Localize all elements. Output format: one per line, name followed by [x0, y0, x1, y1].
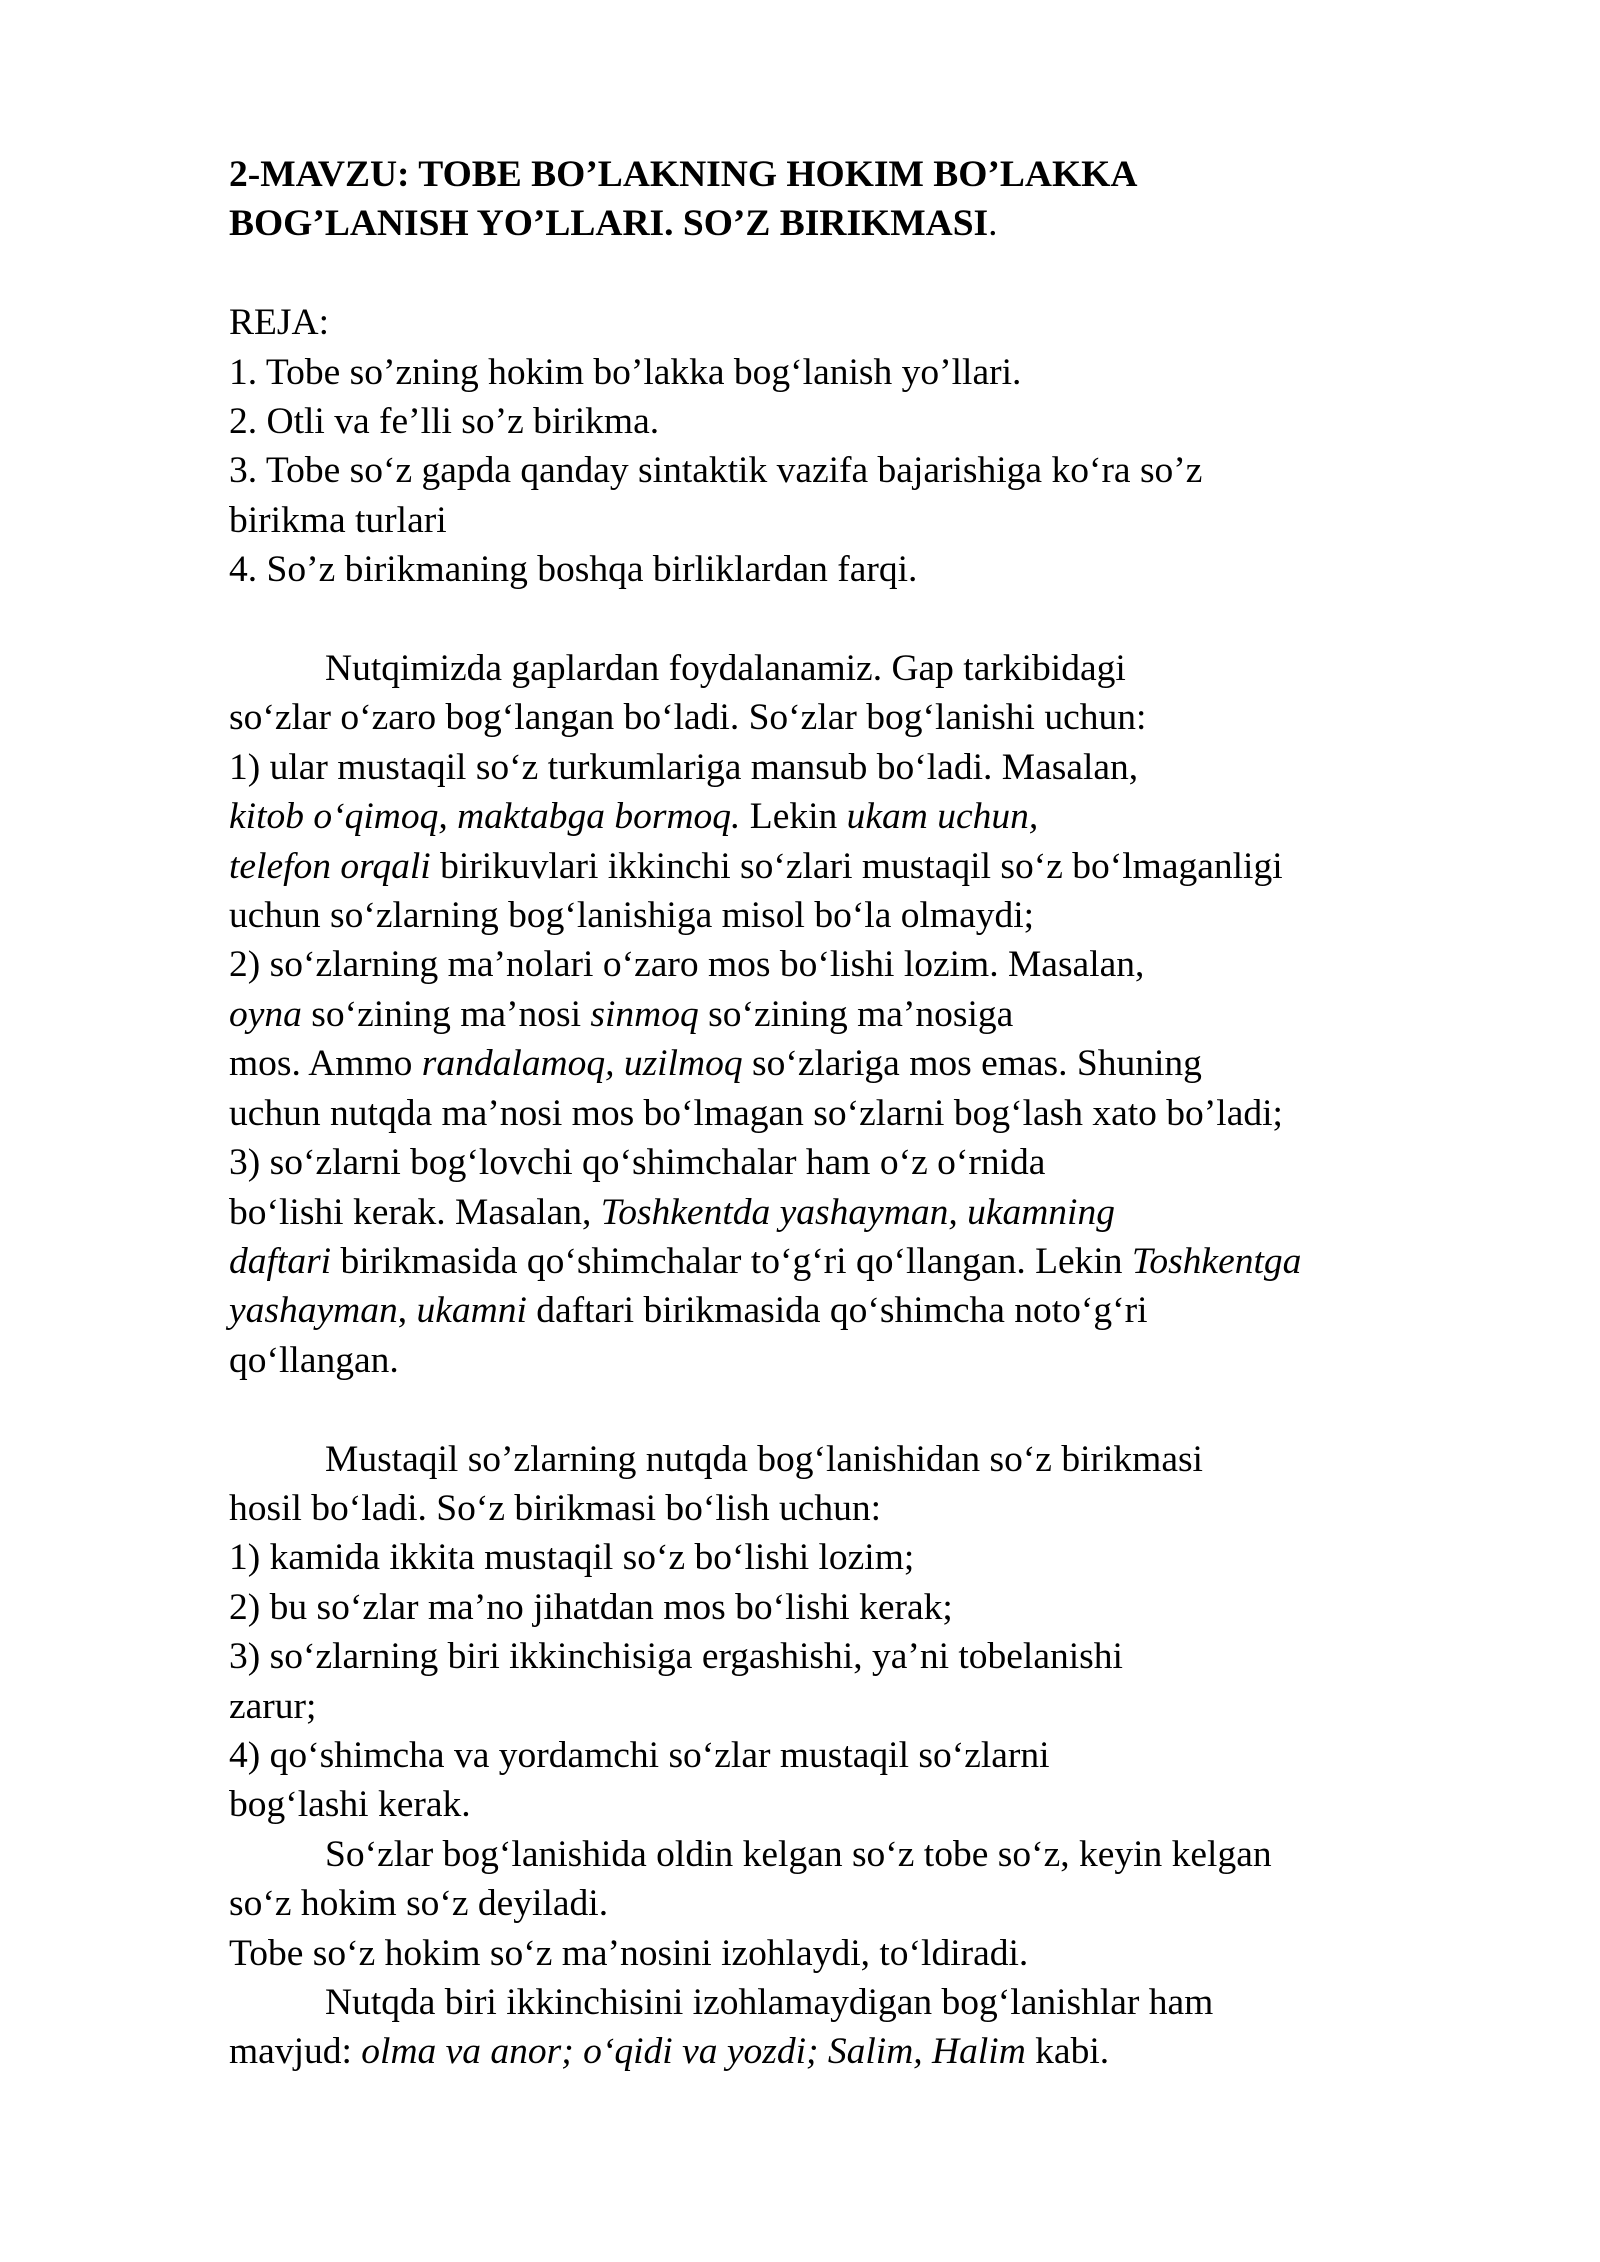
plan-heading: REJA: — [229, 302, 330, 344]
text-run: bo‘lishi kerak. Masalan, — [229, 1191, 601, 1233]
example-text: Toshkentga — [1131, 1240, 1302, 1282]
paragraph-line: 2) so‘zlarning ma’nolari o‘zaro mos bo‘lishi lozim. Masalan, — [229, 944, 1145, 986]
title-line-2-text: BOG’LANISH YO’LLARI. SO’Z BIRIKMASI — [229, 203, 989, 245]
example-text: sinmoq — [590, 993, 699, 1035]
paragraph-line: Tobe so‘z hokim so‘z ma’nosini izohlaydi, to‘ldiradi. — [229, 1932, 1029, 1974]
paragraph-line: so‘zlar o‘zaro bog‘langan bo‘ladi. So‘zlar bog‘lanishi uchun: — [229, 697, 1147, 739]
example-text: telefon orqali — [229, 845, 431, 887]
paragraph-line — [229, 1039, 1529, 1088]
plan-section — [229, 298, 1529, 594]
paragraph-line: bog‘lashi kerak. — [229, 1784, 471, 1826]
title-line-2 — [229, 199, 1529, 248]
example-text: kitob o‘qimoq, maktabga bormoq. — [229, 796, 741, 838]
text-run: birikmasida qo‘shimchalar to‘g‘ri qo‘llangan. Lekin — [331, 1240, 1132, 1282]
paragraph-line: qo‘llangan. — [229, 1339, 399, 1381]
paragraph-line: uchun so‘zlarning bog‘lanishiga misol bo‘la olmaydi; — [229, 895, 1035, 937]
paragraph-line: zarur; — [229, 1685, 317, 1727]
plan-item: 4. So’z birikmaning boshqa birliklardan farqi. — [229, 549, 918, 591]
paragraph-line: Nutqimizda gaplardan foydalanamiz. Gap tarkibidagi — [325, 648, 1126, 690]
text-run: so‘zining ma’nosiga — [698, 993, 1014, 1035]
document-title — [229, 150, 1529, 249]
paragraph-line: so‘z hokim so‘z deyiladi. — [229, 1883, 609, 1925]
paragraph-line: 1) kamida ikkita mustaqil so‘z bo‘lishi lozim; — [229, 1537, 915, 1579]
paragraph-line: 2) bu so‘zlar ma’no jihatdan mos bo‘lishi kerak; — [229, 1586, 953, 1628]
title-line-2-dot: . — [988, 203, 998, 245]
example-text: Toshkentda yashayman, ukamning — [600, 1191, 1115, 1233]
example-text: ukam uchun, — [846, 796, 1039, 838]
text-run: Lekin — [740, 796, 847, 838]
paragraph-line — [229, 842, 1529, 891]
spacer — [229, 595, 1529, 644]
paragraph-line: So‘zlar bog‘lanishida oldin kelgan so‘z tobe so‘z, keyin kelgan — [325, 1833, 1272, 1875]
spacer — [229, 1385, 1529, 1434]
plan-item: 3. Tobe so‘z gapda qanday sintaktik vazifa bajarishiga ko‘ra so’z — [229, 450, 1203, 492]
text-run: mos. Ammo — [229, 1043, 422, 1085]
text-run: , — [397, 1290, 417, 1332]
text-run: mavjud: — [229, 2031, 362, 2073]
example-text: olma va anor; o‘qidi va yozdi; Salim, Halim — [361, 2031, 1026, 2073]
title-line-1: 2-MAVZU: TOBE BO’LAKNING HOKIM BO’LAKKA — [229, 154, 1138, 195]
paragraph-1 — [229, 644, 1529, 1385]
paragraph-line: 4) qo‘shimcha va yordamchi so‘zlar mustaqil so‘zlarni — [229, 1734, 1050, 1776]
paragraph-line — [229, 2027, 1529, 2076]
text-run: so‘zining ma’nosi — [301, 993, 591, 1035]
paragraph-line — [229, 1188, 1529, 1237]
paragraph-line — [229, 1237, 1529, 1286]
example-text: oyna — [229, 993, 302, 1035]
plan-item: birikma turlari — [229, 499, 447, 541]
spacer — [229, 249, 1529, 298]
paragraph-line: 1) ular mustaqil so‘z turkumlariga mansub bo‘ladi. Masalan, — [229, 746, 1139, 788]
paragraph-line: hosil bo‘ladi. So‘z birikmasi bo‘lish uchun: — [229, 1487, 882, 1529]
example-text: daftari — [229, 1240, 332, 1282]
document-body — [229, 150, 1529, 2077]
paragraph-line — [229, 1286, 1529, 1335]
text-run: kabi. — [1025, 2031, 1110, 2073]
paragraph-line: 3) so‘zlarning biri ikkinchisiga ergashishi, ya’ni tobelanishi — [229, 1636, 1123, 1678]
paragraph-line — [229, 792, 1529, 841]
plan-item: 2. Otli va fe’lli so’z birikma. — [229, 401, 660, 443]
paragraph-line: uchun nutqda ma’nosi mos bo‘lmagan so‘zlarni bog‘lash xato bo’ladi; — [229, 1092, 1283, 1134]
text-run: birikuvlari ikkinchi so‘zlari mustaqil so‘z bo‘lmaganligi — [430, 845, 1283, 887]
text-run: so‘zlariga mos emas. Shuning — [742, 1043, 1202, 1085]
paragraph-line: Mustaqil so’zlarning nutqda bog‘lanishidan so‘z birikmasi — [325, 1438, 1203, 1480]
example-text: ukamni — [416, 1290, 527, 1332]
example-text: randalamoq, uzilmoq — [421, 1043, 743, 1085]
paragraph-2 — [229, 1435, 1529, 2077]
plan-item: 1. Tobe so’zning hokim bo’lakka bog‘lanish yo’llari. — [229, 351, 1022, 393]
paragraph-line: Nutqda biri ikkinchisini izohlamaydigan bog‘lanishlar ham — [325, 1981, 1214, 2023]
example-text: yashayman — [229, 1290, 398, 1332]
paragraph-line: 3) so‘zlarni bog‘lovchi qo‘shimchalar ham o‘z o‘rnida — [229, 1142, 1046, 1184]
paragraph-line — [229, 990, 1529, 1039]
text-run: daftari birikmasida qo‘shimcha noto‘g‘ri — [526, 1290, 1148, 1332]
